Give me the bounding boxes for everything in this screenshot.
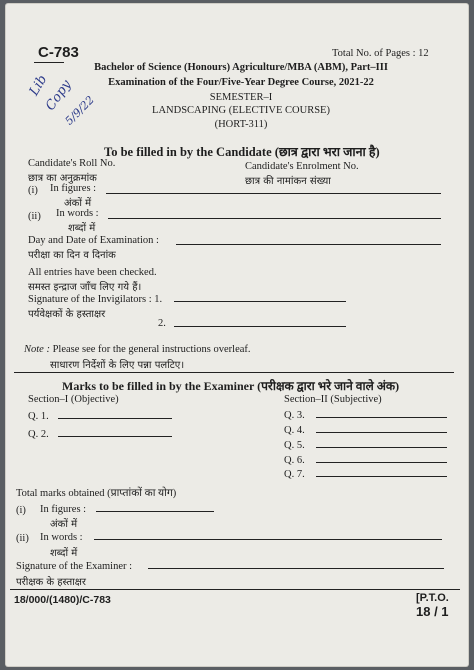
total-figures-label-hindi: अंकों में	[50, 519, 78, 530]
invigilator-signature-label: Signature of the Invigilators : 1.	[28, 294, 163, 305]
pen-note-date: 5/9/22	[62, 93, 97, 128]
q6-marks-field[interactable]	[316, 462, 447, 463]
q4-label: Q. 4.	[284, 425, 305, 436]
note-text	[24, 344, 251, 355]
roll-words-number: (ii)	[28, 211, 41, 222]
q4-marks-field[interactable]	[316, 432, 447, 433]
note-prefix: Note :	[24, 344, 50, 355]
candidate-heading: To be filled in by the Candidate (छात्र द्वारा भरा जाना है)	[104, 145, 380, 159]
examiner-heading: Marks to be filled in by the Examiner (परीक्षक द्वारा भरे जाने वाले अंक)	[62, 379, 400, 393]
roll-figures-label: In figures :	[50, 183, 97, 194]
roll-figures-label-hindi: अंकों में	[64, 198, 92, 209]
invigilator-1-signature-field[interactable]	[174, 301, 346, 302]
invigilator-2-number: 2.	[158, 318, 166, 329]
total-words-label-hindi: शब्दों में	[50, 548, 78, 559]
q5-label: Q. 5.	[284, 440, 305, 451]
roll-words-label-hindi: शब्दों में	[68, 223, 96, 234]
total-words-field[interactable]	[94, 539, 442, 540]
enrolment-no-label: Candidate's Enrolment No.	[245, 161, 359, 172]
exam-date-field[interactable]	[176, 244, 441, 245]
enrolment-no-label-hindi: छात्र की नामांकन संख्या	[245, 176, 331, 187]
q2-marks-field[interactable]	[58, 436, 172, 437]
exam-date-label-hindi: परीक्षा का दिन व दिनांक	[28, 250, 116, 261]
invigilator-signature-label-hindi: पर्यवेक्षकों के हस्ताक्षर	[28, 309, 106, 320]
code-underline	[34, 62, 64, 63]
pen-note-lib: Lib	[26, 72, 51, 99]
examiner-signature-label-hindi: परीक्षक के हस्ताक्षर	[16, 577, 86, 588]
total-figures-label: In figures :	[40, 504, 87, 515]
q3-marks-field[interactable]	[316, 417, 447, 418]
section-divider	[14, 372, 454, 373]
section-1-label: Section–I (Objective)	[28, 394, 119, 405]
page-number: 18 / 1	[416, 604, 449, 619]
roll-no-label: Candidate's Roll No.	[28, 158, 116, 169]
q1-label: Q. 1.	[28, 411, 49, 422]
total-figures-field[interactable]	[96, 511, 214, 512]
examiner-signature-field[interactable]	[148, 568, 444, 569]
roll-figures-number: (i)	[28, 185, 38, 196]
exam-date-label: Day and Date of Examination :	[28, 235, 159, 246]
examiner-signature-label: Signature of the Examiner :	[16, 561, 133, 572]
footer-code: 18/000/(1480)/C-783	[14, 594, 111, 606]
q3-label: Q. 3.	[284, 410, 305, 421]
invigilator-2-signature-field[interactable]	[174, 326, 346, 327]
course-title: Bachelor of Science (Honours) Agriculture/MBA (ABM), Part–III	[94, 62, 388, 73]
q2-label: Q. 2.	[28, 429, 49, 440]
note-body: Please see for the general instructions overleaf.	[52, 344, 251, 355]
roll-figures-field[interactable]	[106, 193, 441, 194]
paper-code: C-783	[38, 44, 79, 61]
q5-marks-field[interactable]	[316, 447, 447, 448]
semester-label: SEMESTER–I	[209, 92, 273, 103]
exam-title: Examination of the Four/Five-Year Degree Course, 2021-22	[108, 77, 374, 88]
total-words-number: (ii)	[16, 533, 29, 544]
q7-marks-field[interactable]	[316, 476, 447, 477]
q7-label: Q. 7.	[284, 469, 305, 480]
q6-label: Q. 6.	[284, 455, 305, 466]
entries-checked-text-hindi: समस्त इन्द्राज जाँच लिए गये हैं।	[28, 282, 142, 293]
note-text-hindi: साधारण निर्देशों के लिए पन्ना पलटिए।	[50, 360, 185, 371]
roll-no-label-hindi: छात्र का अनुक्रमांक	[28, 173, 97, 184]
answer-sheet-page	[6, 4, 468, 666]
entries-checked-text: All entries have been checked.	[28, 267, 157, 278]
course-name: LANDSCAPING (ELECTIVE COURSE)	[152, 105, 330, 116]
pto-label: [P.T.O.	[416, 592, 449, 604]
total-pages: Total No. of Pages : 12	[332, 48, 429, 59]
section-2-label: Section–II (Subjective)	[284, 394, 382, 405]
course-code: (HORT-311)	[214, 119, 268, 130]
footer-divider	[10, 589, 460, 590]
roll-words-field[interactable]	[108, 218, 441, 219]
total-marks-label: Total marks obtained (प्राप्तांकों का योग)	[16, 488, 177, 499]
q1-marks-field[interactable]	[58, 418, 172, 419]
roll-words-label: In words :	[56, 208, 99, 219]
total-figures-number: (i)	[16, 505, 26, 516]
total-words-label: In words :	[40, 532, 83, 543]
pen-note-copy: Copy	[42, 77, 75, 114]
